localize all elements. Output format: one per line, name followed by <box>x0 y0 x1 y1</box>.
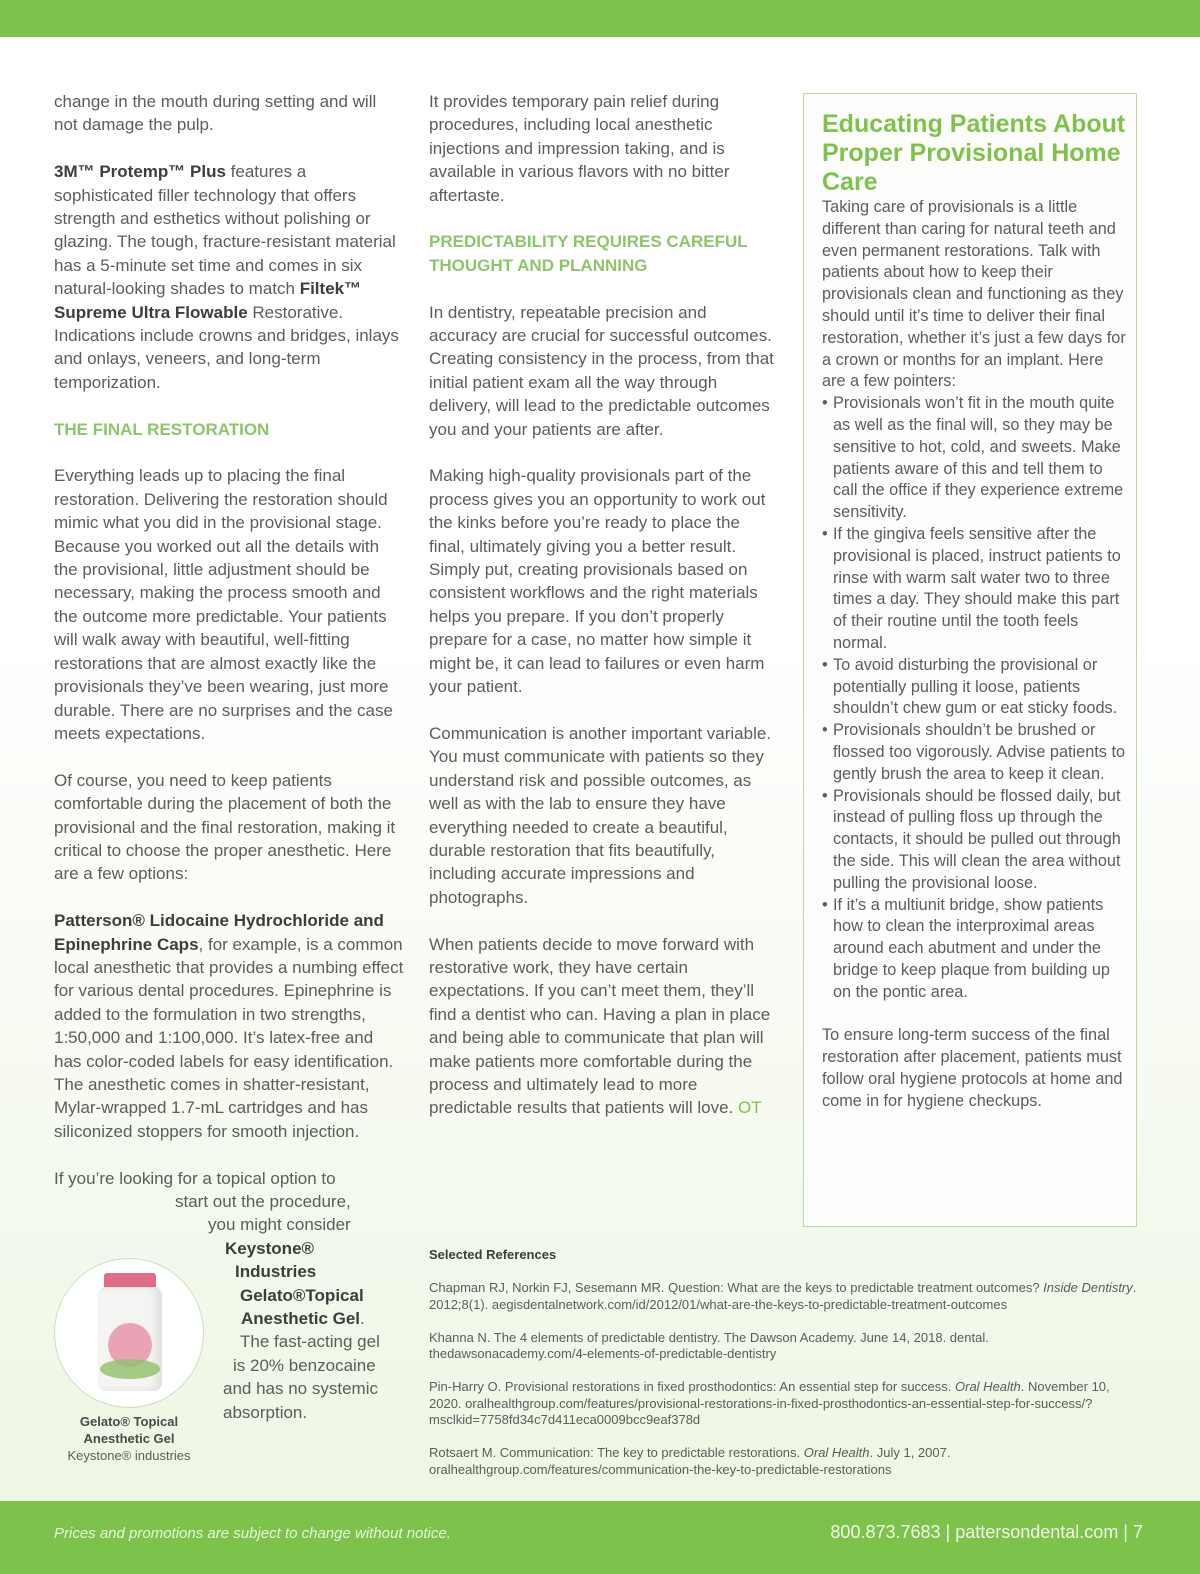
references-title: Selected References <box>429 1247 557 1262</box>
col2-paragraph-2: In dentistry, repeatable precision and accuracy are crucial for successful outcomes. Creating consistency in the process, from that initial patient exam all the way through delivery, will lead to the predictable outcomes you and your patients are after. <box>429 302 774 439</box>
col1-paragraph-protemp: 3M™ Protemp™ Plus features a sophisticated filler technology that offers strength and esthetics without polishing or glazing. The tough, fracture-resistant material has a 5-minute set time and comes in six natural-looking shades to match Filtek™ Supreme Ultra Flowable Restorative. Indications include crowns and bridges, inlays and onlays, veneers, and long-term temporization. <box>54 162 399 392</box>
col1-paragraph-final: Everything leads up to placing the final restoration. Delivering the restoration should mimic what you did in the provisional stage. Because you worked out all the details with the provisional, little adjustment should be necessary, making the process smooth and the outcome more predictable. Your patients will walk away with beautiful, well-fitting restorations that are almost exactly like the provisionals they’ve been wearing, just more durable. There are no surprises and the case meets expectations. <box>54 466 393 743</box>
product-caption: Gelato® Topical Anesthetic Gel Keystone® industries <box>67 1414 191 1463</box>
col2-paragraph-4: Communication is another important variable. You must communicate with patients so they understand risk and possible outcomes, as well as with the lab to ensure they have everything needed to create a beautiful, durable restoration that fits beautifully, including accurate impressions and photographs. <box>429 723 772 907</box>
reference-item: Pin-Harry O. Provisional restorations in fixed prosthodontics: An essential step for success. Oral Health. November 10, 2020. oralhealthgroup.com/features/provisional-restorations-in-fixed-prosthodontics-an-essential-step-for-success/?msclkid=7758fd34c7d411eca0009bcc9eaf378d <box>429 1379 1110 1427</box>
footer-contact-page-number: 800.873.7683 | pattersondental.com | 7 <box>830 1522 1143 1542</box>
list-item: • To avoid disturbing the provisional or potentially pulling it loose, patients shouldn’t chew gum or eat sticky foods. <box>822 655 1126 720</box>
sidebar-intro: Taking care of provisionals is a little different than caring for natural teeth and even permanent restorations. Talk with patients about how to keep their provisionals clean and functioning as they should until it’s time to deliver their final restoration, whether it’s just a few days for a crown or months for an implant. Here are a few pointers: <box>822 198 1126 391</box>
col1-paragraph-topical: If you’re looking for a topical option to start out the procedure, you might consider Keystone® Industries Gelato®Topical Anesthetic Gel. The fast-acting gel is 20% benzocaine and has no systemic absorption. <box>54 1168 380 1422</box>
col2-paragraph-1: It provides temporary pain relief during procedures, including local anesthetic injections and impression taking, and is available in various flavors with no bitter aftertaste. <box>429 92 730 205</box>
col1-paragraph-lidocaine: Patterson® Lidocaine Hydrochloride and Epinephrine Caps, for example, is a common local anesthetic that provides a numbing effect for various dental procedures. Epinephrine is added to the formulation in two strengths, 1:50,000 and 1:100,000. It’s latex-free and has color-coded labels for easy identification. The anesthetic comes in shatter-resistant, Mylar-wrapped 1.7-mL cartridges and has siliconized stoppers for smooth injection. <box>54 911 404 1141</box>
product-name-protemp: 3M™ Protemp™ Plus <box>54 162 226 182</box>
list-item: • Provisionals shouldn’t be brushed or flossed too vigorously. Advise patients to gently brush the area to keep it clean. <box>822 720 1126 785</box>
reference-item: Khanna N. The 4 elements of predictable dentistry. The Dawson Academy. June 14, 2018. dental. thedawsonacademy.com/4-elements-of-predictable-dentistry <box>429 1329 989 1361</box>
section-heading-predictability: PREDICTABILITY REQUIRES CAREFUL THOUGHT AND PLANNING <box>429 232 748 275</box>
product-name-filtek: Filtek™ Supreme Ultra Flowable <box>54 279 362 322</box>
col2-paragraph-3: Making high-quality provisionals part of the process gives you an opportunity to work out the kinks before you’re ready to place the final, ultimately giving you a better result. Simply put, creating provisionals based on consistent workflows and the right materials helps you prepare. If you don’t properly prepare for a case, no matter how simple it might be, it can lead to failures or even harm your patient. <box>429 466 766 697</box>
selected-references <box>429 1247 1139 1495</box>
article-column-2 <box>429 90 774 1143</box>
list-item: • If it’s a multiunit bridge, show patients how to clean the interproximal areas around each abutment and under the bridge to keep plaque from building up on the pontic area. <box>822 895 1126 1004</box>
col1-paragraph-anesthetic: Of course, you need to keep patients comfortable during the placement of both the provisional and the final restoration, making it critical to choose the proper anesthetic. Here are a few options: <box>54 770 396 884</box>
reference-item: Rotsaert M. Communication: The key to predictable restorations. Oral Health. July 1, 2007. oralhealthgroup.com/features/communication-the-key-to-predictable-restorations <box>429 1445 951 1477</box>
sidebar-pointer-list <box>822 393 1126 1003</box>
product-image-gelato-gel <box>54 1258 204 1408</box>
sidebar-title: Educating Patients About Proper Provisional Home Care <box>822 110 1126 196</box>
footer-disclaimer: Prices and promotions are subject to change without notice. <box>54 1525 451 1542</box>
col1-paragraph-1: change in the mouth during setting and will not damage the pulp. <box>54 92 377 135</box>
col2-paragraph-5: When patients decide to move forward with restorative work, they have certain expectations. If you can’t meet them, they’ll find a dentist who can. Having a plan in place and being able to communicate that plan will make patients more comfortable during the process and ultimately lead to more predictable results that patients will love. OT <box>429 934 771 1118</box>
top-accent-bar <box>0 0 1200 37</box>
reference-item: Chapman RJ, Norkin FJ, Sesemann MR. Question: What are the keys to predictable treatment outcomes? Inside Dentistry. 2012;8(1). aegisdentalnetwork.com/id/2012/01/what-are-the-keys-to-predictable-treatment-outcomes <box>429 1280 1137 1312</box>
list-item: • Provisionals won’t fit in the mouth quite as well as the final will, so they may be sensitive to hot, cold, and sweets. Make patients aware of this and tell them to call the office if they experience extreme sensitivity. <box>822 393 1126 524</box>
footer-bar <box>0 1501 1200 1574</box>
end-mark-ot: OT <box>738 1098 762 1118</box>
sidebar-closing: To ensure long-term success of the final restoration after placement, patients must follow oral hygiene protocols at home and come in for hygiene checkups. <box>822 1026 1123 1110</box>
sidebar-home-care <box>803 93 1137 1227</box>
article-column-1 <box>54 90 404 1424</box>
gel-jar-illustration <box>98 1273 162 1391</box>
product-name-lidocaine: Patterson® Lidocaine Hydrochloride and Epinephrine Caps <box>54 911 384 954</box>
list-item: • Provisionals should be flossed daily, but instead of pulling floss up through the contacts, it should be pulled out through the side. This will clean the area without pulling the provisional loose. <box>822 786 1126 895</box>
section-heading-final-restoration: THE FINAL RESTORATION <box>54 419 270 439</box>
list-item: • If the gingiva feels sensitive after the provisional is placed, instruct patients to rinse with warm salt water two to three times a day. They should make this part of their routine until the tooth feels normal. <box>822 524 1126 655</box>
